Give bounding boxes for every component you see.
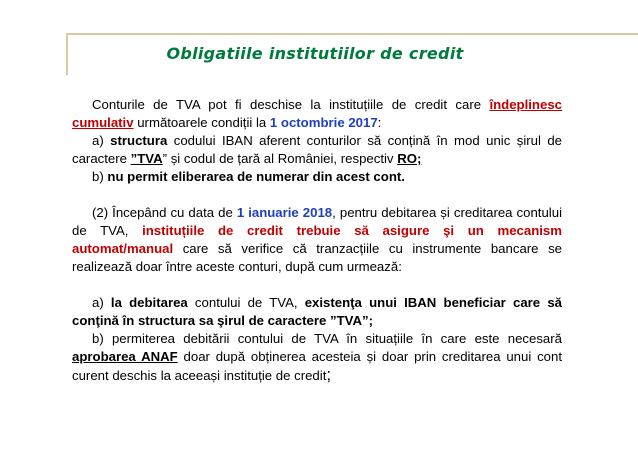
paragraph-intro [72, 96, 562, 132]
text-segment: doar după obținerea acesteia și doar prin creditarea unui cont curent deschis la aceeași instituție de credit [72, 349, 562, 383]
text-segment: codului IBAN aferent conturilor să conțină în mod unic șirul de caractere [72, 133, 563, 166]
bold-ro: RO; [397, 151, 422, 166]
text-segment: b) permiterea debitării contului de TVA în situațiile în care este necesară [92, 331, 562, 346]
highlight-cumulative: îndeplinesc cumulativ [72, 97, 562, 130]
bold-no-cash: nu permit eliberarea de numerar din acest cont. [107, 169, 405, 184]
text-segment: următoarele condiții la [133, 115, 270, 130]
text-segment: contului de TVA, [187, 295, 305, 310]
text-segment: care să verifice că tranzacțiile cu instrumente bancare se realizează doar între aceste conturi, după cum urmează: [72, 241, 562, 274]
text-segment: a) [92, 295, 111, 310]
slide-title: Obligatiile institutiilor de credit [166, 44, 464, 63]
bold-structura: structura [110, 133, 168, 148]
text-segment: ; [326, 365, 332, 384]
bold-debitarea: la debitarea [110, 295, 188, 310]
text-segment: (2) Începând cu data de [92, 205, 237, 220]
spacer [72, 186, 562, 204]
bold-tva: ”TVA [130, 151, 163, 166]
text-segment: a) [92, 133, 111, 148]
highlight-mechanism: instituțiile de credit trebuie să asigure şi un mecanism automat/manual [72, 223, 562, 256]
rule-a [72, 294, 562, 330]
frame-left-border [66, 33, 68, 75]
frame-top-border [66, 33, 638, 35]
text-segment: : [377, 115, 382, 130]
slide-body [72, 96, 562, 385]
bold-iban-rule: existenţa unui IBAN beneficiar care să conţină în structura sa şirul de caractere ”TVA”; [72, 295, 562, 328]
text-segment: ” și codul de țară al României, respectiv [162, 151, 398, 166]
date-january: 1 ianuarie 2018 [236, 205, 333, 220]
text-segment: b) [92, 169, 108, 184]
text-segment: Conturile de TVA pot fi deschise la instituțiile de credit care [92, 97, 490, 112]
paragraph-2 [72, 204, 562, 276]
spacer [72, 276, 562, 294]
condition-b [72, 168, 562, 186]
condition-a [72, 132, 562, 168]
rule-b [72, 330, 562, 385]
date-october: 1 octombrie 2017 [269, 115, 378, 130]
text-segment: , pentru debitarea și creditarea contului de TVA, [72, 205, 562, 238]
bold-anaf: aprobarea ANAF [72, 349, 178, 364]
